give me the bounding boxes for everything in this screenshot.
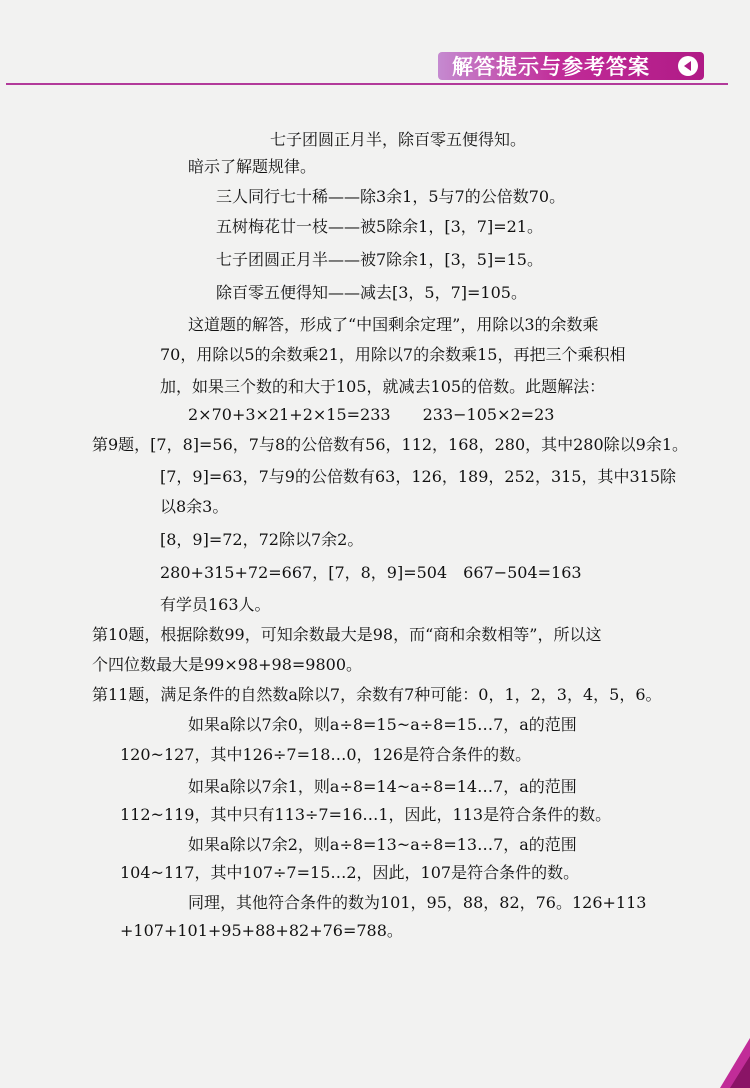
text-line: 70，用除以5的余数乘21，用除以7的余数乘15，再把三个乘积相 — [160, 345, 626, 364]
problem-10-line: 第10题，根据除数99，可知余数最大是98，而“商和余数相等”，所以这 — [92, 625, 602, 644]
text-line: 这道题的解答，形成了“中国剩余定理”，用除以3的余数乘 — [188, 315, 599, 334]
section-title: 解答提示与参考答案 — [452, 55, 650, 79]
text-line: 112~119，其中只有113÷7=16…1，因此，113是符合条件的数。 — [120, 805, 612, 824]
header-rule — [6, 83, 728, 85]
page-header — [0, 50, 750, 88]
equation-line: 280+315+72=667，[7，8，9]=504 667−504=163 — [160, 563, 582, 582]
text-line: 104~117，其中107÷7=15…2，因此，107是符合条件的数。 — [120, 863, 580, 882]
poem-explanation-line: 五树梅花廿一枝——被5除余1，[3，7]=21。 — [216, 217, 543, 236]
text-line: 以8余3。 — [160, 497, 229, 516]
text-line: [8，9]=72，72除以7余2。 — [160, 530, 364, 549]
text-line: 有学员163人。 — [160, 595, 271, 614]
poem-line: 七子团圆正月半，除百零五便得知。 — [270, 130, 527, 149]
problem-9-line: 第9题，[7，8]=56，7与8的公倍数有56，112，168，280，其中280除以9余1。 — [92, 435, 689, 454]
text-line: 同理，其他符合条件的数为101，95，88，82，76。126+113 — [188, 893, 647, 912]
text-line: 120~127，其中126÷7=18…0，126是符合条件的数。 — [120, 745, 532, 764]
problem-11-line: 第11题，满足条件的自然数a除以7，余数有7种可能：0，1，2，3，4，5，6。 — [92, 685, 662, 704]
poem-explanation-line: 七子团圆正月半——被7除余1，[3，5]=15。 — [216, 250, 543, 269]
text-line: [7，9]=63，7与9的公倍数有63，126，189，252，315，其中315除 — [160, 467, 677, 486]
poem-explanation-line: 除百零五便得知——减去[3，5，7]=105。 — [216, 283, 527, 302]
page-corner-decoration — [660, 1008, 750, 1088]
poem-explanation-line: 三人同行七十稀——除3余1，5与7的公倍数70。 — [216, 187, 566, 206]
left-arrow-icon — [678, 56, 698, 76]
text-line: 暗示了解题规律。 — [188, 157, 317, 176]
text-line: 如果a除以7余2，则a÷8=13~a÷8=13…7，a的范围 — [188, 835, 577, 854]
section-banner — [438, 52, 704, 80]
text-line: +107+101+95+88+82+76=788。 — [120, 921, 403, 940]
text-line: 如果a除以7余1，则a÷8=14~a÷8=14…7，a的范围 — [188, 777, 577, 796]
text-line: 加，如果三个数的和大于105，就减去105的倍数。此题解法： — [160, 377, 606, 396]
text-line: 个四位数最大是99×98+98=9800。 — [92, 655, 363, 674]
text-line: 如果a除以7余0，则a÷8=15~a÷8=15…7，a的范围 — [188, 715, 577, 734]
equation-line: 2×70+3×21+2×15=233 233−105×2=23 — [188, 405, 555, 424]
